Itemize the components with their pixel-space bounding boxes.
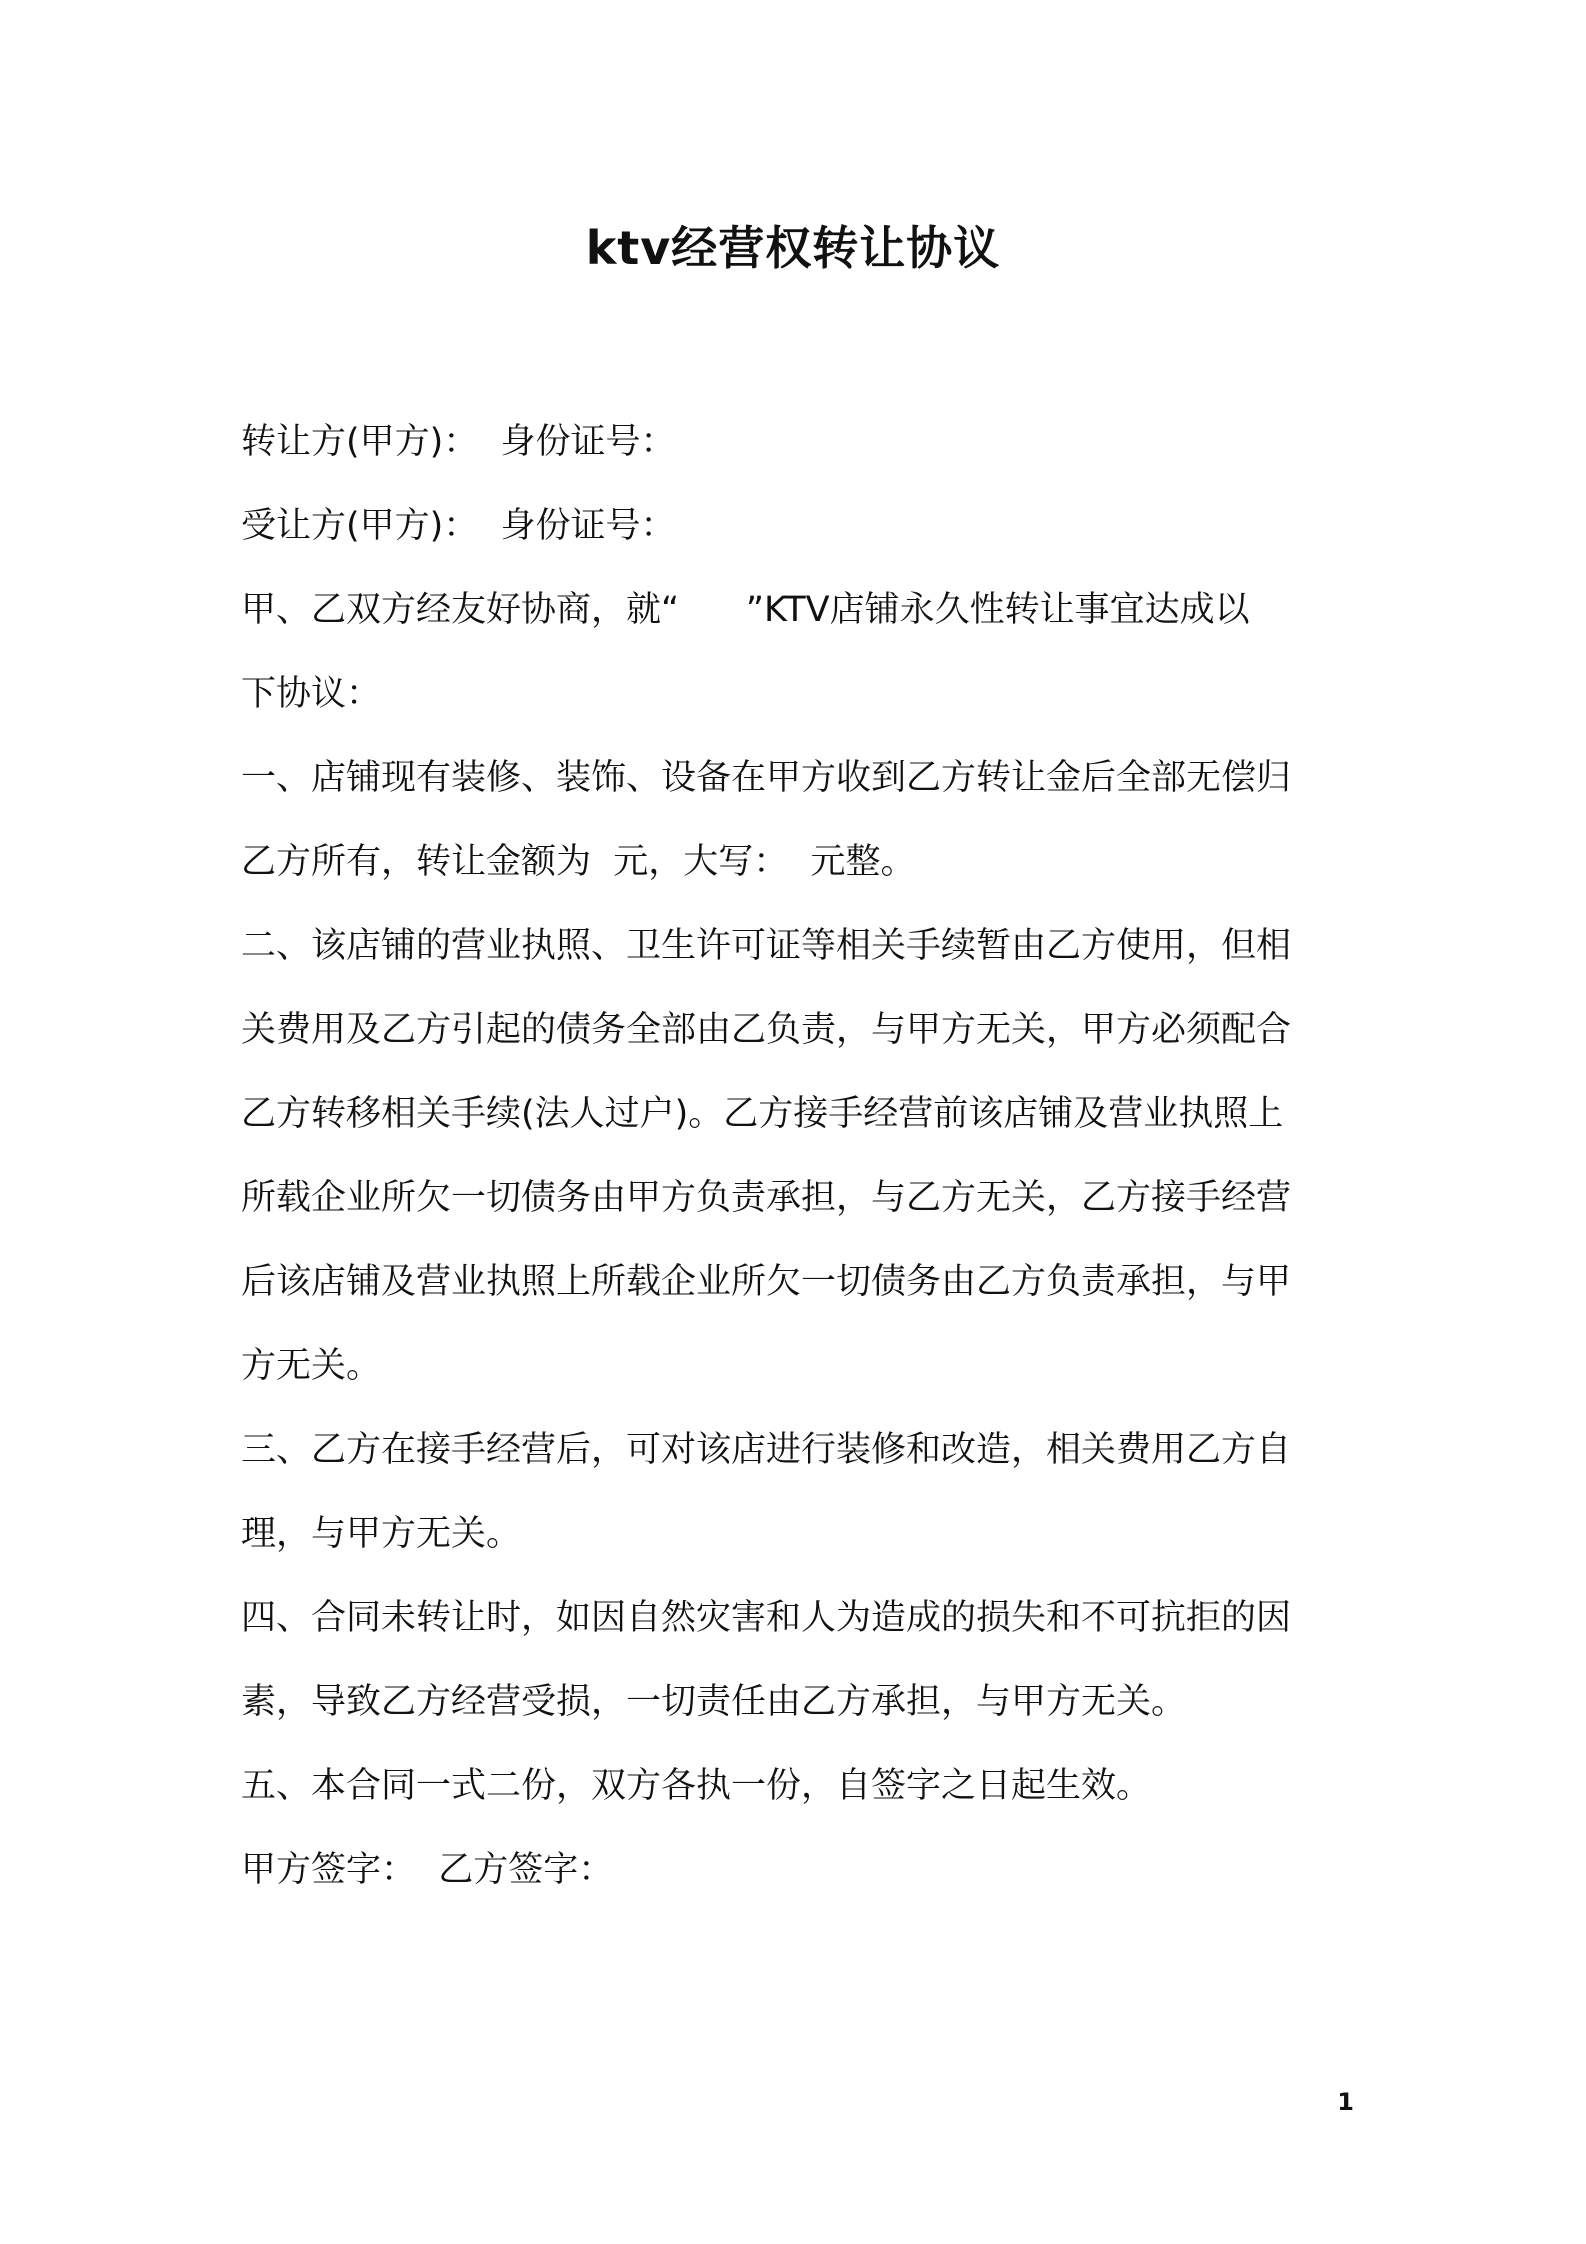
line-clause-2b: 关费用及乙方引起的债务全部由乙负责，与甲方无关，甲方必须配合 — [241, 1010, 1292, 1050]
line-preamble-2: 下协议： — [241, 674, 382, 714]
line-clause-3a: 三、乙方在接手经营后，可对该店进行装修和改造，相关费用乙方自 — [241, 1430, 1292, 1470]
line-clause-4b: 素，导致乙方经营受损，一切责任由乙方承担，与甲方无关。 — [241, 1682, 1187, 1722]
document-title: ktv经营权转让协议 — [585, 221, 1001, 275]
document-body — [241, 400, 1361, 1912]
line-clause-2c: 乙方转移相关手续(法人过户)。乙方接手经营前该店铺及营业执照上 — [241, 1094, 1284, 1134]
line-clause-2e: 后该店铺及营业执照上所载企业所欠一切债务由乙方负责承担，与甲 — [241, 1262, 1292, 1302]
line-clause-3b: 理，与甲方无关。 — [241, 1514, 522, 1554]
line-preamble-1: 甲、乙双方经友好协商，就“ ”KTV店铺永久性转让事宜达成以 — [241, 590, 1250, 630]
line-signatures: 甲方签字： 乙方签字： — [241, 1850, 614, 1890]
line-clause-2a: 二、该店铺的营业执照、卫生许可证等相关手续暂由乙方使用，但相 — [241, 926, 1292, 966]
line-clause-2f: 方无关。 — [241, 1346, 382, 1386]
line-clause-4a: 四、合同未转让时，如因自然灾害和人为造成的损失和不可抗拒的因 — [241, 1598, 1292, 1638]
line-transferor: 转让方(甲方)： 身份证号： — [241, 422, 676, 462]
line-transferee: 受让方(甲方)： 身份证号： — [241, 506, 676, 546]
line-clause-2d: 所载企业所欠一切债务由甲方负责承担，与乙方无关，乙方接手经营 — [241, 1178, 1292, 1218]
line-clause-5: 五、本合同一式二份，双方各执一份，自签字之日起生效。 — [241, 1766, 1152, 1806]
page-number: 1 — [1337, 2088, 1354, 2116]
line-clause-1a: 一、店铺现有装修、装饰、设备在甲方收到乙方转让金后全部无偿归 — [241, 758, 1292, 798]
line-clause-1b: 乙方所有，转让金额为 元，大写： 元整。 — [241, 842, 916, 882]
